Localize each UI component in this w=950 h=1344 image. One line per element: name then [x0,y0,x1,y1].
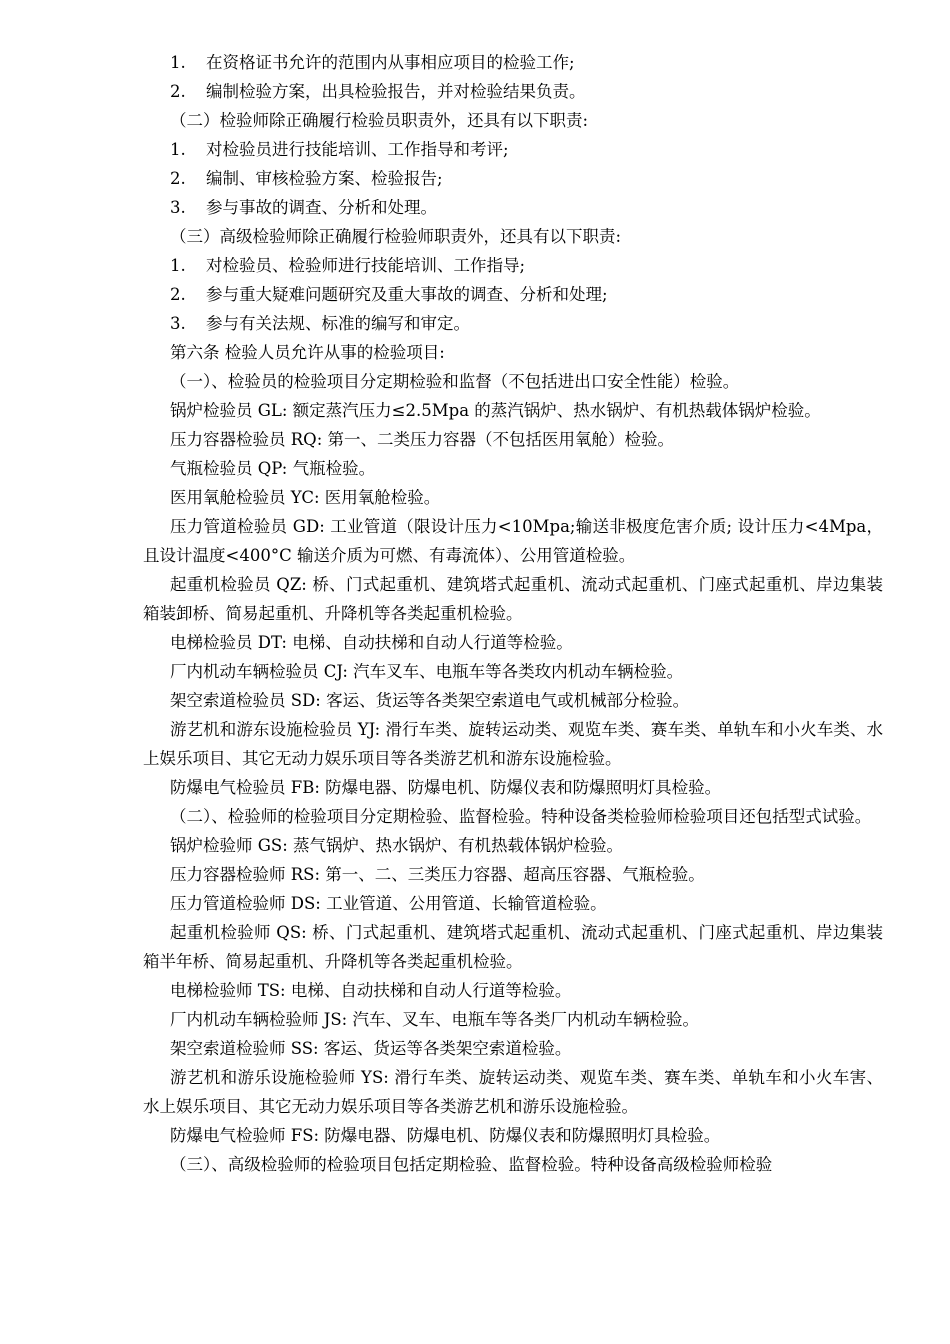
paragraph: （三）高级检验师除正确履行检验师职责外，还具有以下职责: [170,227,622,246]
item-text: 在资格证书允许的范围内从事相应项目的检验工作; [206,53,575,72]
item-number: 1. [170,140,186,159]
paragraph: 压力管道检验员 GD: 工业管道（限设计压力<10Mpa;输送非极度危害介质; 设计压力<4Mpa，且设计温度<400°C 输送介质为可燃、有毒流体）、公用管道检验。 [143,517,883,565]
item-number: 2. [170,169,186,188]
numbered-item [143,309,883,338]
numbered-item [143,135,883,164]
paragraph: 压力容器检验员 RQ: 第一、二类压力容器（不包括医用氧舱）检验。 [170,430,674,449]
paragraph: （一）、检验员的检验项目分定期检验和监督（不包括进出口安全性能）检验。 [170,372,740,391]
paragraph: （二）检验师除正确履行检验员职责外，还具有以下职责: [170,111,589,130]
item-number: 1. [170,256,186,275]
item-number: 2. [170,82,186,101]
numbered-item [143,77,883,106]
paragraph: 电梯检验员 DT: 电梯、自动扶梯和自动人行道等检验。 [170,633,573,652]
paragraph: 压力容器检验师 RS: 第一、二、三类压力容器、超高压容器、气瓶检验。 [170,865,705,884]
item-text: 对检验员进行技能培训、工作指导和考评; [206,140,509,159]
paragraph: 防爆电气检验师 FS: 防爆电器、防爆电机、防爆仪表和防爆照明灯具检验。 [170,1126,721,1145]
paragraph: 厂内机动车辆检验员 CJ: 汽车叉车、电瓶车等各类玫内机动车辆检验。 [170,662,684,681]
paragraph: 电梯检验师 TS: 电梯、自动扶梯和自动人行道等检验。 [170,981,572,1000]
paragraph: 起重机检验员 QZ: 桥、门式起重机、建筑塔式起重机、流动式起重机、门座式起重机、岸边集装箱装卸桥、简易起重机、升降机等各类起重机检验。 [143,575,883,623]
paragraph: 游艺机和游乐设施检验师 YS: 滑行车类、旋转运动类、观览车类、赛车类、单轨车和小火车害、水上娱乐项目、其它无动力娱乐项目等各类游艺机和游乐设施检验。 [143,1068,883,1116]
paragraph: 压力管道检验师 DS: 工业管道、公用管道、长输管道检验。 [170,894,607,913]
paragraph: 气瓶检验员 QP: 气瓶检验。 [170,459,376,478]
paragraph: （三）、高级检验师的检验项目包括定期检验、监督检验。特种设备高级检验师检验 [170,1155,773,1174]
numbered-item [143,48,883,77]
paragraph: 医用氧舱检验员 YC: 医用氧舱检验。 [170,488,441,507]
paragraph: 起重机检验师 QS: 桥、门式起重机、建筑塔式起重机、流动式起重机、门座式起重机、岸边集装箱半年桥、简易起重机、升降机等各类起重机检验。 [143,923,883,971]
paragraph: 防爆电气检验员 FB: 防爆电器、防爆电机、防爆仪表和防爆照明灯具检验。 [170,778,722,797]
paragraph: 架空索道检验师 SS: 客运、货运等各类架空索道检验。 [170,1039,572,1058]
item-text: 参与事故的调查、分析和处理。 [206,198,437,217]
paragraph: 架空索道检验员 SD: 客运、货运等各类架空索道电气或机械部分检验。 [170,691,690,710]
item-text: 参与有关法规、标准的编写和审定。 [206,314,470,333]
item-text: 对检验员、检验师进行技能培训、工作指导; [206,256,526,275]
paragraph: 锅炉检验师 GS: 蒸气锅炉、热水锅炉、有机热载体锅炉检验。 [170,836,624,855]
item-number: 2. [170,285,186,304]
numbered-item [143,164,883,193]
numbered-item [143,251,883,280]
item-text: 编制、审核检验方案、检验报告; [206,169,443,188]
item-number: 3. [170,314,186,333]
document-body [143,48,883,1179]
paragraph: 第六条 检验人员允许从事的检验项目: [170,343,445,362]
numbered-item [143,193,883,222]
paragraph: 厂内机动车辆检验师 JS: 汽车、叉车、电瓶车等各类厂内机动车辆检验。 [170,1010,699,1029]
item-number: 1. [170,53,186,72]
paragraph: （二）、检验师的检验项目分定期检验、监督检验。特种设备类检验师检验项目还包括型式试验。 [170,807,872,826]
item-text: 参与重大疑难问题研究及重大事故的调查、分析和处理; [206,285,608,304]
paragraph: 游艺机和游东设施检验员 YJ: 滑行车类、旋转运动类、观览车类、赛车类、单轨车和小火车类、水上娱乐项目、其它无动力娱乐项目等各类游艺机和游东设施检验。 [143,720,883,768]
paragraph: 锅炉检验员 GL: 额定蒸汽压力≤2.5Mpa 的蒸汽锅炉、热水锅炉、有机热载体锅炉检验。 [170,401,821,420]
numbered-item [143,280,883,309]
item-text: 编制检验方案，出具检验报告，并对检验结果负责。 [206,82,586,101]
item-number: 3. [170,198,186,217]
